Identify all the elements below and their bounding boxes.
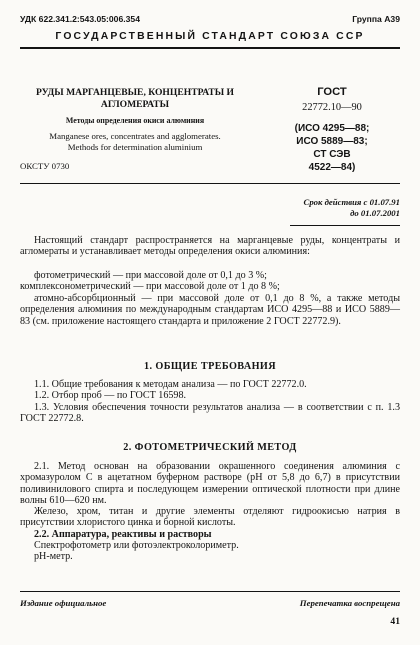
instrument-ph-meter: pH-метр. [34, 551, 73, 562]
official-edition: Издание официальное [20, 598, 107, 608]
paragraph-2-2: 2.2. Аппаратура, реактивы и растворы [34, 529, 212, 540]
iso-ref-3: СТ СЭВ [313, 149, 351, 160]
method-complexometric: комплексонометрический — при массовой доле от 1 до 8 %; [20, 281, 280, 292]
doc-title-line1: РУДЫ МАРГАНЦЕВЫЕ, КОНЦЕНТРАТЫ И [35, 87, 235, 98]
iso-ref-1: (ИСО 4295—88; [294, 123, 370, 134]
gost-label: ГОСТ [317, 86, 347, 98]
validity-rule [290, 225, 400, 226]
method-atomic-absorption: атомно-абсорбционный — при массовой доле от 0,1 до 8 %, а также методы определения алюминия по международным стандартам ИСО 4295—88 и ИСО 5889—83 (см. приложение настоящего стандарта и приложение 2 ГОСТ 22772.9). [20, 293, 400, 327]
item-1-1: 1.1. Общие требования к методам анализа — по ГОСТ 22772.0. [34, 379, 307, 390]
method-photometric: фотометрический — при массовой доле от 0,1 до 3 %; [34, 270, 267, 281]
instrument-spectrophotometer: Спектрофотометр или фотоэлектроколориметр. [34, 540, 239, 551]
item-1-3: 1.3. Условия обеспечения точности результатов анализа — в соответствии с п. 1.3 ГОСТ 22772.8. [20, 402, 400, 425]
title-rule [20, 183, 400, 184]
paragraph-iron-separation: Железо, хром, титан и другие элементы отделяют гидроокисью натрия в присутствии хлористого цинка и борной кислоты. [20, 506, 400, 529]
iso-ref-2: ИСО 5889—83; [296, 136, 368, 147]
standard-banner: ГОСУДАРСТВЕННЫЙ СТАНДАРТ СОЮЗА ССР [55, 31, 365, 42]
okstu-code: ОКСТУ 0730 [20, 161, 70, 171]
udc-code: УДК 622.341.2:543.05:006.354 [20, 14, 140, 24]
page-number: 41 [390, 616, 400, 627]
iso-ref-4: 4522—84) [308, 162, 356, 173]
english-title-line1: Manganese ores, concentrates and agglomerates. [49, 131, 221, 141]
paragraph-2-1: 2.1. Метод основан на образовании окрашенного соединения алюминия с хромазуролом С в ацетатном буферном растворе (pH от 5,8 до 6,7) в присутствии поливинилового спирта и последующем измерении оптической плотности при длине волны 610—620 нм. [20, 461, 400, 506]
banner-rule [20, 47, 400, 49]
intro-paragraph: Настоящий стандарт распространяется на марганцевые руды, концентраты и агломераты и устанавливает методы определения окиси алюминия: [20, 235, 400, 258]
validity-from: Срок действия с 01.07.91 [303, 197, 400, 207]
footer-rule [20, 591, 400, 592]
section-2-heading: 2. ФОТОМЕТРИЧЕСКИЙ МЕТОД [123, 442, 297, 453]
doc-subtitle: Методы определения окиси алюминия [65, 116, 205, 125]
group-code: Группа А39 [352, 14, 400, 24]
gost-number: 22772.10—90 [302, 102, 362, 113]
item-1-2: 1.2. Отбор проб — по ГОСТ 16598. [34, 390, 187, 401]
validity-to: до 01.07.2001 [350, 208, 400, 218]
reprint-prohibited: Перепечатка воспрещена [299, 598, 400, 608]
english-title-line2: Methods for determination aluminium [67, 142, 203, 152]
doc-title-line2: АГЛОМЕРАТЫ [100, 99, 170, 110]
section-1-heading: 1. ОБЩИЕ ТРЕБОВАНИЯ [143, 361, 277, 372]
